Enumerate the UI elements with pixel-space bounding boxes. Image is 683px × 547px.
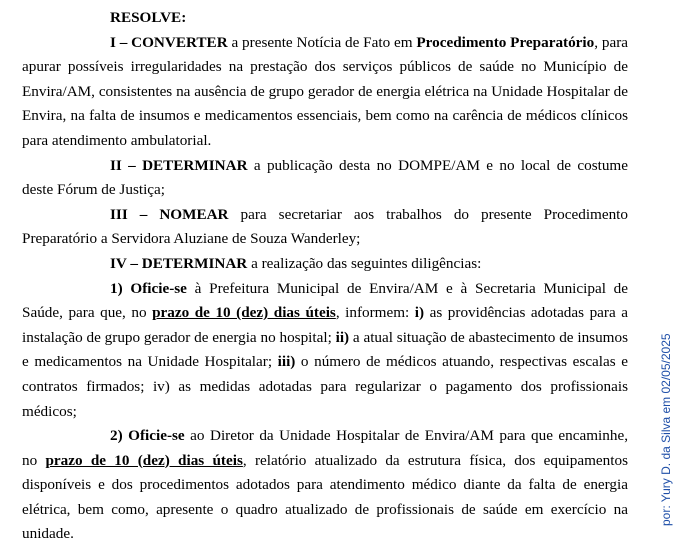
- diligence-2-text-2: , relatório atualizado da estrutura física, dos equipamentos disponíveis e dos procedimentos adotados para atendimento médico diante da falta de energia elétrica, bem como, apresente o quadro atualizado de profissionais de saúde em exercício na unidade.: [22, 451, 628, 543]
- item-i-paragraph: [22, 31, 628, 154]
- item-ii-paragraph: [22, 154, 628, 203]
- deadline-1: prazo de 10 (dez) dias úteis: [152, 304, 336, 322]
- diligence-1-text-3: as providências adotadas para a instalação de grupo gerador de energia no hospital;: [22, 304, 628, 346]
- roman-iii: iii): [277, 353, 296, 371]
- item-iii-paragraph: [22, 203, 628, 252]
- diligence-1-label: 1) Oficie-se: [110, 279, 187, 297]
- deadline-2: prazo de 10 (dez) dias úteis: [45, 451, 243, 469]
- diligence-1-text-2: , informem:: [335, 304, 415, 322]
- roman-ii: ii): [335, 328, 350, 346]
- item-iv-text: a realização das seguintes diligências:: [247, 254, 482, 272]
- procedimento-label: Procedimento Preparatório: [416, 33, 595, 51]
- diligence-1-text-5: o número de médicos atuando, respectivas escalas e contratos firmados; iv) as medidas adotadas para regularizar o pagamento dos profissionais médicos;: [22, 353, 628, 420]
- item-i-label: I – CONVERTER: [110, 33, 228, 51]
- diligence-1-text-4: a atual situação de abastecimento de insumos e medicamentos na Unidade Hospitalar;: [22, 328, 628, 371]
- item-ii-text: a publicação desta no DOMPE/AM e no local de costume deste Fórum de Justiça;: [22, 156, 628, 199]
- diligence-2-label: 2) Oficie-se: [110, 427, 185, 445]
- diligence-1-text: à Prefeitura Municipal de Envira/AM e à Secretaria Municipal de Saúde, para que, no: [22, 279, 629, 322]
- signature-sidebar: por: Yury D. da Silva em 02/05/2025: [659, 333, 673, 526]
- roman-i: i): [414, 304, 425, 322]
- item-iv-label: IV – DETERMINAR: [110, 254, 248, 272]
- item-iii-label: III – NOMEAR: [110, 205, 229, 223]
- diligence-2-text: ao Diretor da Unidade Hospitalar de Envira/AM para que encaminhe, no: [22, 427, 628, 469]
- document-body: [22, 6, 628, 547]
- item-iii-text: para secretariar aos trabalhos do presente Procedimento Preparatório a Servidora Aluziane de Souza Wanderley;: [22, 205, 628, 248]
- item-i-text: a presente Notícia de Fato em: [227, 33, 417, 51]
- item-ii-label: II – DETERMINAR: [110, 156, 248, 174]
- item-i-text-2: , para apurar possíveis irregularidades na prestação dos serviços públicos de saúde no Município de Envira/AM, consistentes na ausência de grupo gerador de energia elétrica na Unidade Hospitalar de Envira, na falta de insumos e medicamentos essenciais, bem como na carência de médicos clínicos para atendimento ambulatorial.: [22, 33, 629, 149]
- item-iv-paragraph: [22, 252, 628, 277]
- diligence-2-paragraph: [22, 424, 628, 547]
- resolve-heading: RESOLVE:: [110, 9, 187, 26]
- diligence-1-paragraph: [22, 277, 628, 425]
